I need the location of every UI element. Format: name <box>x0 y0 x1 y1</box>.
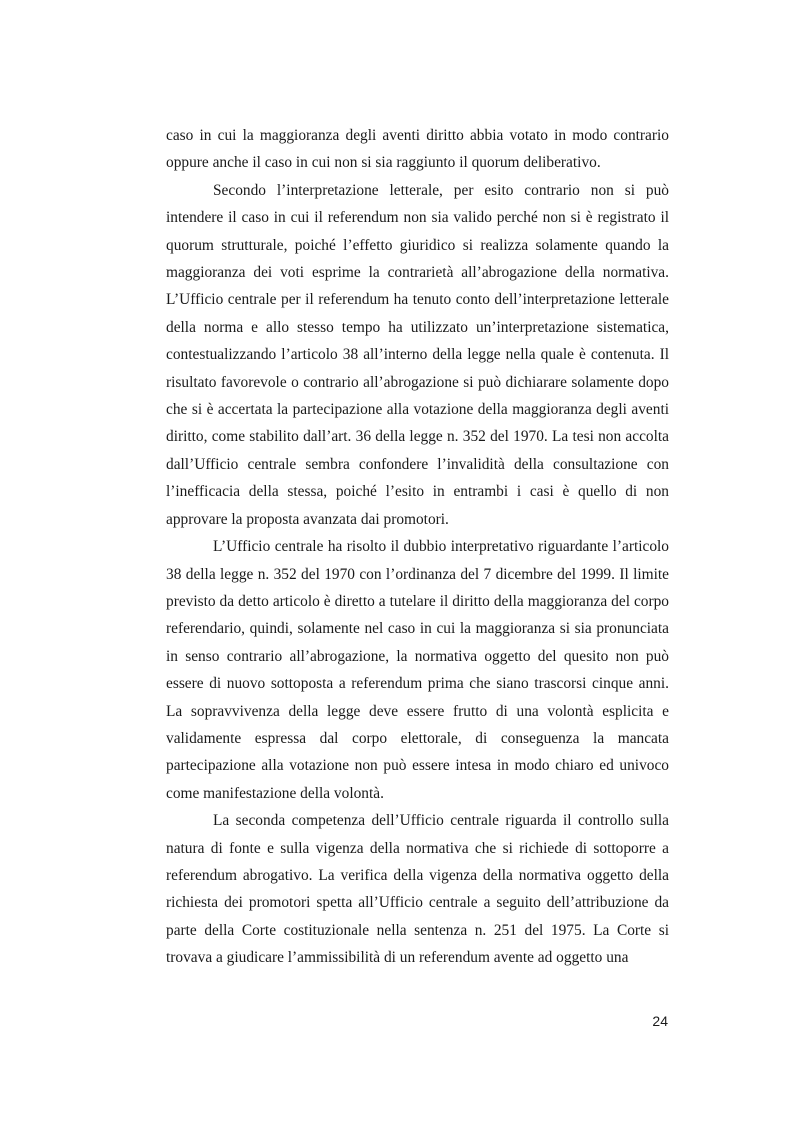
paragraph-continuation: caso in cui la maggioranza degli aventi diritto abbia votato in modo contrario oppure anche il caso in cui non si sia raggiunto il quorum deliberativo. <box>166 127 669 172</box>
paragraph-literal-interpretation: Secondo l’interpretazione letterale, per esito contrario non si può intendere il caso in cui il referendum non sia valido perché non si è registrato il quorum strutturale, poiché l’effetto giuridico si realizza solamente quando la maggioranza dei voti esprime la contrarietà all’abrogazione della normativa. L’Ufficio centrale per il referendum ha tenuto conto dell’interpretazione letterale della norma e allo stesso tempo ha utilizzato un’interpretazione sistematica, contestualizzando l’articolo 38 all’interno della legge nella quale è contenuta. Il risultato favorevole o contrario all’abrogazione si può dichiarare solamente dopo che si è accertata la partecipazione alla votazione della maggioranza degli aventi diritto, come stabilito dall’art. 36 della legge n. 352 del 1970. La tesi non accolta dall’Ufficio centrale sembra confondere l’invalidità della consultazione con l’inefficacia della stessa, poiché l’esito in entrambi i casi è quello di non approvare la proposta avanzata dai promotori. <box>166 181 669 528</box>
paragraph-second-competence: La seconda competenza dell’Ufficio centrale riguarda il controllo sulla natura di fonte e sulla vigenza della normativa che si richiede di sottoporre a referendum abrogativo. La verifica della vigenza della normativa oggetto della richiesta dei promotori spetta all’Ufficio centrale a seguito dell’attribuzione da parte della Corte costituzionale nella sentenza n. 251 del 1975. La Corte si trovava a giudicare l’ammissibilità di un referendum avente ad oggetto una <box>166 812 669 967</box>
paragraph-ordinance: L’Ufficio centrale ha risolto il dubbio interpretativo riguardante l’articolo 38 della legge n. 352 del 1970 con l’ordinanza del 7 dicembre del 1999. Il limite previsto da detto articolo è diretto a tutelare il diritto della maggioranza del corpo referendario, quindi, solamente nel caso in cui la maggioranza si sia pronunciata in senso contrario all’abrogazione, la normativa oggetto del quesito non può essere di nuovo sottoposta a referendum prima che siano trascorsi cinque anni. La sopravvivenza della legge deve essere frutto di una volontà esplicita e validamente espressa dal corpo elettorale, di conseguenza la mancata partecipazione alla votazione non può essere intesa in modo chiaro ed univoco come manifestazione della volontà. <box>166 538 669 802</box>
body-text <box>166 122 669 972</box>
page-number: 24 <box>652 1013 668 1029</box>
